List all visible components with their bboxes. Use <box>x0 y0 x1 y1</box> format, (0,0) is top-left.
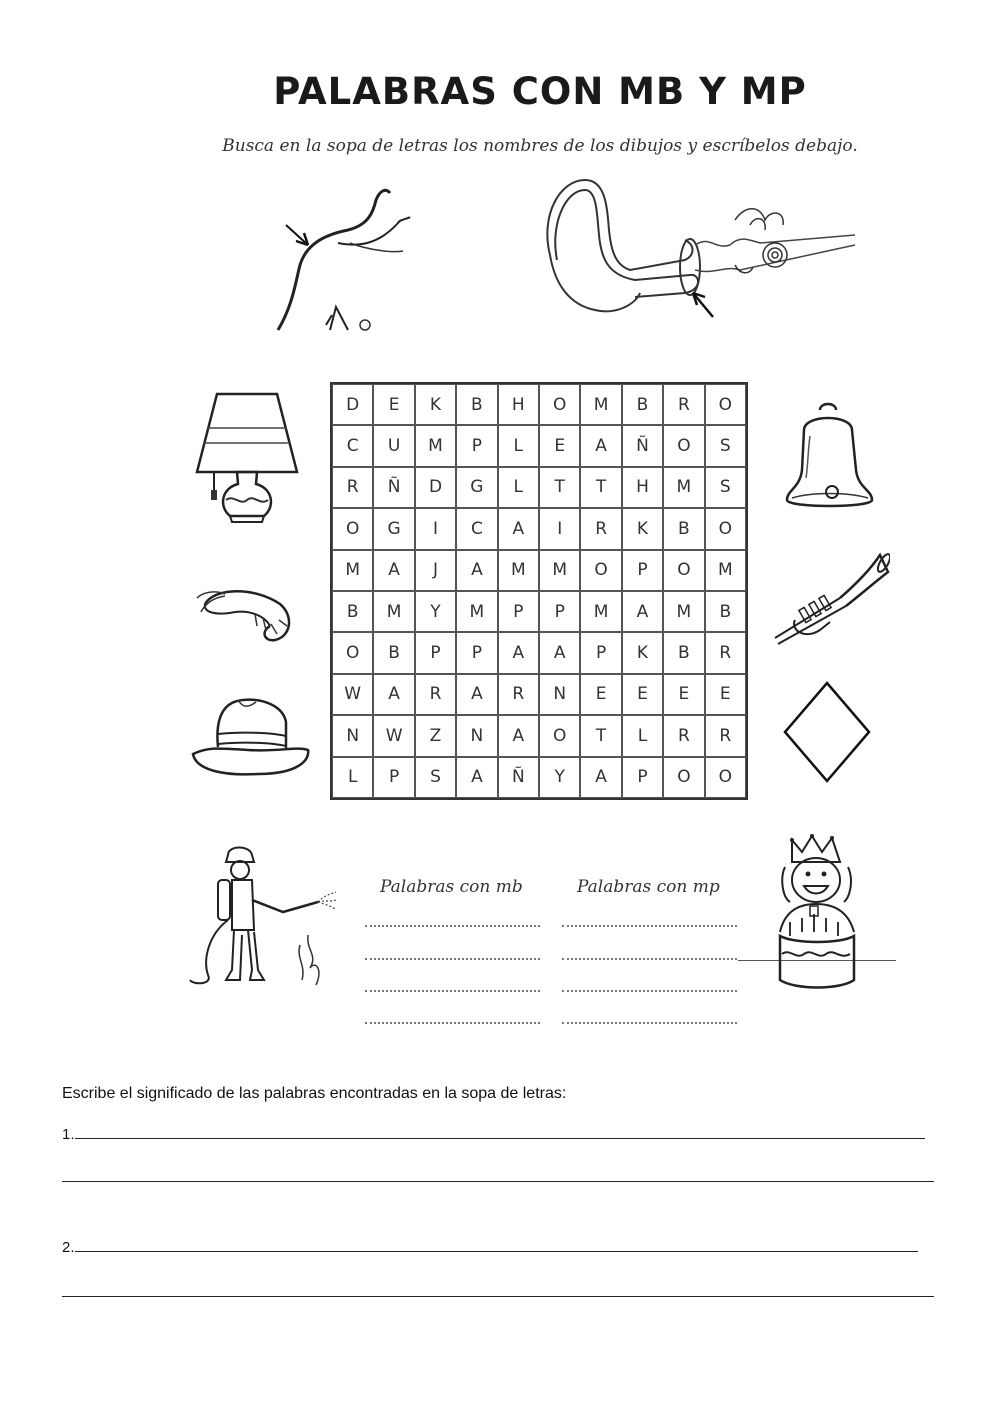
grid-cell[interactable]: B <box>332 591 373 632</box>
grid-cell[interactable]: E <box>622 674 663 715</box>
mb-column-heading: Palabras con mb <box>380 877 523 897</box>
grid-cell[interactable]: M <box>705 550 746 591</box>
mb-answer-line[interactable] <box>365 1022 540 1024</box>
grid-cell[interactable]: A <box>498 715 539 756</box>
grid-cell[interactable]: O <box>663 757 704 798</box>
grid-cell[interactable]: B <box>373 632 414 673</box>
shoulder-drawing <box>268 185 418 335</box>
grid-cell[interactable]: A <box>456 550 497 591</box>
grid-cell[interactable]: Y <box>415 591 456 632</box>
grid-cell[interactable]: R <box>663 384 704 425</box>
mp-answer-line[interactable] <box>562 925 737 927</box>
grid-cell[interactable]: N <box>539 674 580 715</box>
grid-cell[interactable]: K <box>415 384 456 425</box>
grid-cell[interactable]: R <box>332 467 373 508</box>
grid-cell[interactable]: M <box>456 591 497 632</box>
grid-cell[interactable]: A <box>456 674 497 715</box>
grid-cell[interactable]: M <box>498 550 539 591</box>
grid-cell[interactable]: P <box>580 632 621 673</box>
hat-drawing <box>188 692 313 782</box>
grid-cell[interactable]: I <box>539 508 580 549</box>
grid-cell[interactable]: C <box>332 425 373 466</box>
grid-cell[interactable]: K <box>622 508 663 549</box>
birthday-cake-drawing <box>770 832 865 997</box>
grid-cell[interactable]: P <box>622 757 663 798</box>
grid-cell[interactable]: M <box>373 591 414 632</box>
mp-answer-line[interactable] <box>562 990 737 992</box>
grid-cell[interactable]: P <box>622 550 663 591</box>
grid-cell[interactable]: E <box>539 425 580 466</box>
grid-cell[interactable]: P <box>498 591 539 632</box>
grid-cell[interactable]: S <box>705 425 746 466</box>
grid-cell[interactable]: G <box>456 467 497 508</box>
grid-cell[interactable]: R <box>705 632 746 673</box>
grid-cell[interactable]: M <box>332 550 373 591</box>
grid-cell[interactable]: T <box>580 715 621 756</box>
mb-answer-line[interactable] <box>365 990 540 992</box>
shrimp-drawing <box>195 582 300 646</box>
grid-cell[interactable]: W <box>373 715 414 756</box>
mb-answer-line[interactable] <box>365 925 540 927</box>
grid-cell[interactable]: B <box>622 384 663 425</box>
grid-cell[interactable]: D <box>332 384 373 425</box>
grid-cell[interactable]: P <box>456 632 497 673</box>
grid-cell[interactable]: C <box>456 508 497 549</box>
mb-answer-line[interactable] <box>365 958 540 960</box>
answer-2-continuation-line[interactable] <box>62 1296 934 1297</box>
grid-cell[interactable]: A <box>622 591 663 632</box>
grid-cell[interactable]: B <box>456 384 497 425</box>
grid-cell[interactable]: I <box>415 508 456 549</box>
meaning-prompt: Escribe el significado de las palabras encontradas en la sopa de letras: <box>62 1085 567 1102</box>
grid-cell[interactable]: O <box>332 632 373 673</box>
grid-cell[interactable]: O <box>663 550 704 591</box>
grid-cell[interactable]: L <box>498 467 539 508</box>
grid-cell[interactable]: M <box>663 467 704 508</box>
instruction-text: Busca en la sopa de letras los nombres de los dibujos y escríbelos debajo. <box>222 136 858 156</box>
grid-cell[interactable]: P <box>373 757 414 798</box>
grid-cell[interactable]: A <box>580 425 621 466</box>
grid-cell[interactable]: E <box>373 384 414 425</box>
mp-answer-line[interactable] <box>562 1022 737 1024</box>
grid-cell[interactable]: D <box>415 467 456 508</box>
grid-cell[interactable]: A <box>373 674 414 715</box>
answer-1 <box>62 1126 925 1143</box>
grid-cell[interactable]: M <box>580 591 621 632</box>
ear-drawing <box>535 175 870 335</box>
mp-column-heading: Palabras con mp <box>577 877 720 897</box>
grid-cell[interactable]: A <box>539 632 580 673</box>
grid-cell[interactable]: O <box>539 384 580 425</box>
grid-cell[interactable]: O <box>663 425 704 466</box>
bell-drawing <box>782 400 877 518</box>
page-title: PALABRAS CON MB Y MP <box>273 70 807 113</box>
grid-cell[interactable]: P <box>456 425 497 466</box>
word-search-grid <box>330 382 748 800</box>
grid-cell[interactable]: B <box>663 508 704 549</box>
answer-2-line[interactable] <box>75 1239 918 1252</box>
mp-answer-line[interactable] <box>562 958 737 960</box>
grid-cell[interactable]: P <box>539 591 580 632</box>
grid-cell[interactable]: B <box>663 632 704 673</box>
grid-cell[interactable]: E <box>705 674 746 715</box>
grid-cell[interactable]: L <box>332 757 373 798</box>
grid-cell[interactable]: R <box>498 674 539 715</box>
grid-cell[interactable]: O <box>705 384 746 425</box>
answer-2-number: 2. <box>62 1239 75 1256</box>
lamp-drawing <box>192 388 302 526</box>
grid-cell[interactable]: M <box>663 591 704 632</box>
grid-cell[interactable]: N <box>456 715 497 756</box>
grid-cell[interactable]: H <box>622 467 663 508</box>
grid-cell[interactable]: A <box>498 632 539 673</box>
grid-cell[interactable]: R <box>415 674 456 715</box>
grid-cell[interactable]: E <box>663 674 704 715</box>
grid-cell[interactable]: Ñ <box>622 425 663 466</box>
grid-cell[interactable]: S <box>705 467 746 508</box>
grid-cell[interactable]: T <box>539 467 580 508</box>
grid-cell[interactable]: U <box>373 425 414 466</box>
grid-cell[interactable]: O <box>580 550 621 591</box>
grid-cell[interactable]: A <box>498 508 539 549</box>
grid-cell[interactable]: O <box>705 508 746 549</box>
grid-cell[interactable]: Ñ <box>498 757 539 798</box>
grid-cell[interactable]: G <box>373 508 414 549</box>
grid-cell[interactable]: M <box>415 425 456 466</box>
rhombus-drawing <box>782 680 872 785</box>
answer-1-number: 1. <box>62 1126 75 1143</box>
grid-cell[interactable]: Ñ <box>373 467 414 508</box>
grid-cell[interactable]: L <box>498 425 539 466</box>
answer-1-line[interactable] <box>75 1126 925 1139</box>
grid-cell[interactable]: Y <box>539 757 580 798</box>
grid-cell[interactable]: B <box>705 591 746 632</box>
grid-cell[interactable]: N <box>332 715 373 756</box>
grid-cell[interactable]: O <box>332 508 373 549</box>
grid-cell[interactable]: R <box>663 715 704 756</box>
answer-2 <box>62 1239 918 1256</box>
grid-cell[interactable]: T <box>580 467 621 508</box>
grid-cell[interactable]: R <box>580 508 621 549</box>
grid-cell[interactable]: E <box>580 674 621 715</box>
firefighter-drawing <box>188 840 338 990</box>
grid-cell[interactable]: W <box>332 674 373 715</box>
grid-cell[interactable]: A <box>456 757 497 798</box>
grid-cell[interactable]: M <box>539 550 580 591</box>
grid-cell[interactable]: A <box>580 757 621 798</box>
answer-1-continuation-line[interactable] <box>62 1181 934 1182</box>
grid-cell[interactable]: K <box>622 632 663 673</box>
grid-cell[interactable]: R <box>705 715 746 756</box>
grid-cell[interactable]: O <box>705 757 746 798</box>
trumpet-drawing <box>770 550 890 650</box>
grid-cell[interactable]: O <box>539 715 580 756</box>
grid-cell[interactable]: Z <box>415 715 456 756</box>
grid-cell[interactable]: P <box>415 632 456 673</box>
grid-cell[interactable]: H <box>498 384 539 425</box>
grid-cell[interactable]: S <box>415 757 456 798</box>
grid-cell[interactable]: J <box>415 550 456 591</box>
grid-cell[interactable]: A <box>373 550 414 591</box>
grid-cell[interactable]: L <box>622 715 663 756</box>
grid-cell[interactable]: M <box>580 384 621 425</box>
